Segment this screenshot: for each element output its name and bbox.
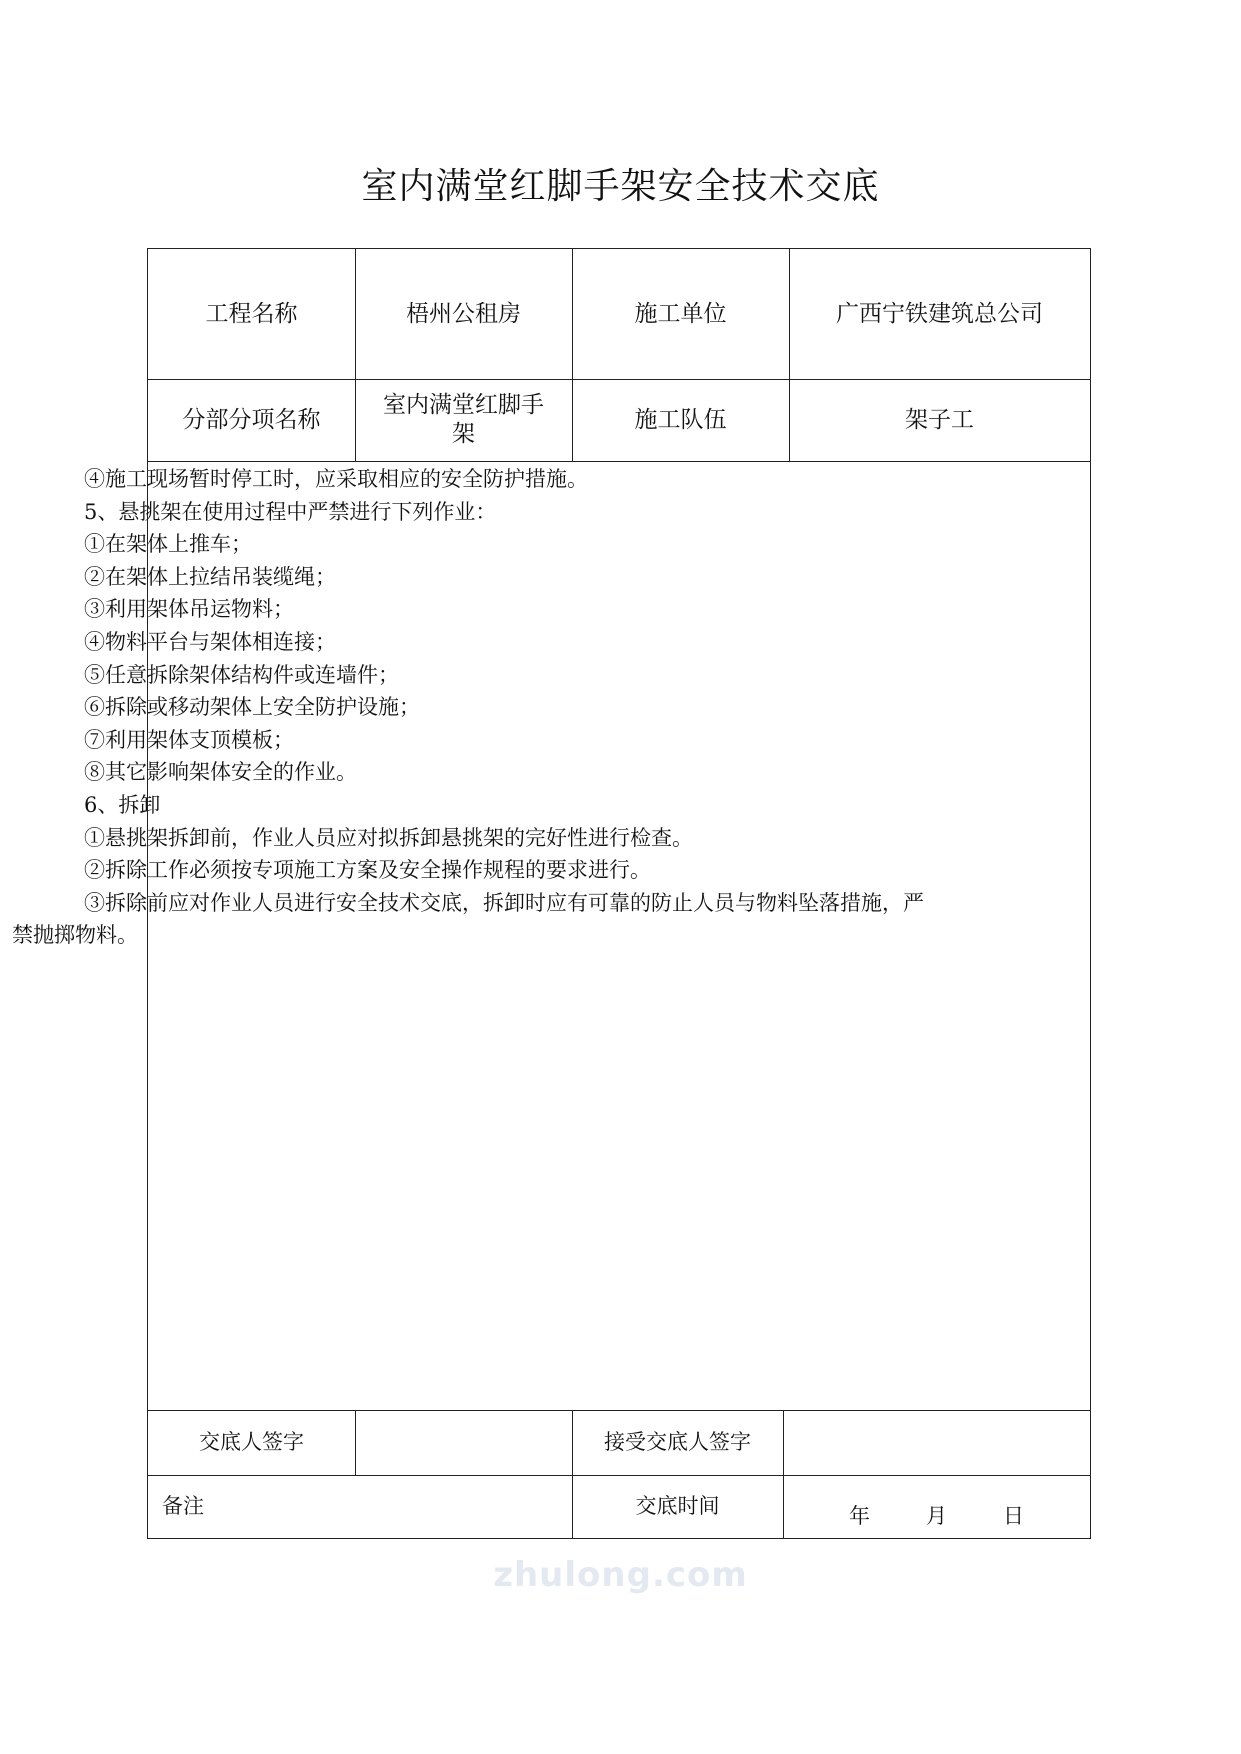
content-line: ⑤任意拆除架体结构件或连墙件； [84, 662, 399, 687]
content-line: ④物料平台与架体相连接； [84, 629, 336, 654]
content-line: 6、拆卸 [84, 792, 161, 817]
month-label: 月 [926, 1504, 947, 1528]
sub-item-label: 分部分项名称 [182, 406, 321, 433]
disclosure-date[interactable] [782, 1491, 1091, 1539]
content-line: ②在架体上拉结吊装缆绳； [84, 564, 336, 589]
content-line: ③拆除前应对作业人员进行安全技术交底，拆卸时应有可靠的防止人员与物料坠落措施，严禁抛掷物料。 [12, 890, 924, 948]
content-line: ⑦利用架体支顶模板； [84, 727, 294, 752]
contractor-value: 广西宁铁建筑总公司 [836, 300, 1043, 327]
project-name-label: 工程名称 [205, 300, 298, 327]
disclosure-time-label: 交底时间 [635, 1494, 720, 1518]
team-value: 架子工 [905, 406, 974, 433]
content-line: ③利用架体吊运物料； [84, 597, 294, 622]
discloser-sign-field[interactable] [355, 1410, 572, 1475]
year-label: 年 [849, 1504, 870, 1528]
content-line: ⑧其它影响架体安全的作业。 [84, 760, 357, 785]
disclosure-content [12, 463, 937, 952]
row-divider [148, 461, 1090, 462]
receiver-sign-field[interactable] [783, 1410, 1090, 1475]
sub-item-value: 室内满堂红脚手架 [383, 392, 544, 447]
remarks-label: 备注 [162, 1494, 204, 1518]
project-name-value: 梧州公租房 [406, 300, 521, 327]
content-line: 5、悬挑架在使用过程中严禁进行下列作业： [84, 499, 497, 524]
content-line: ②拆除工作必须按专项施工方案及安全操作规程的要求进行。 [84, 858, 651, 883]
content-line: ①在架体上推车； [84, 532, 252, 557]
receiver-sign-label: 接受交底人签字 [604, 1430, 751, 1454]
day-label: 日 [1003, 1504, 1024, 1528]
content-line: ⑥拆除或移动架体上安全防护设施； [84, 695, 420, 720]
team-label: 施工队伍 [634, 406, 727, 433]
discloser-sign-label: 交底人签字 [199, 1430, 304, 1454]
watermark: zhulong.com [493, 1555, 748, 1595]
contractor-label: 施工单位 [634, 300, 727, 327]
content-line: ④施工现场暂时停工时，应采取相应的安全防护措施。 [84, 467, 588, 491]
page-title: 室内满堂红脚手架安全技术交底 [361, 166, 880, 207]
content-line: ①悬挑架拆卸前，作业人员应对拟拆卸悬挑架的完好性进行检查。 [84, 825, 693, 850]
